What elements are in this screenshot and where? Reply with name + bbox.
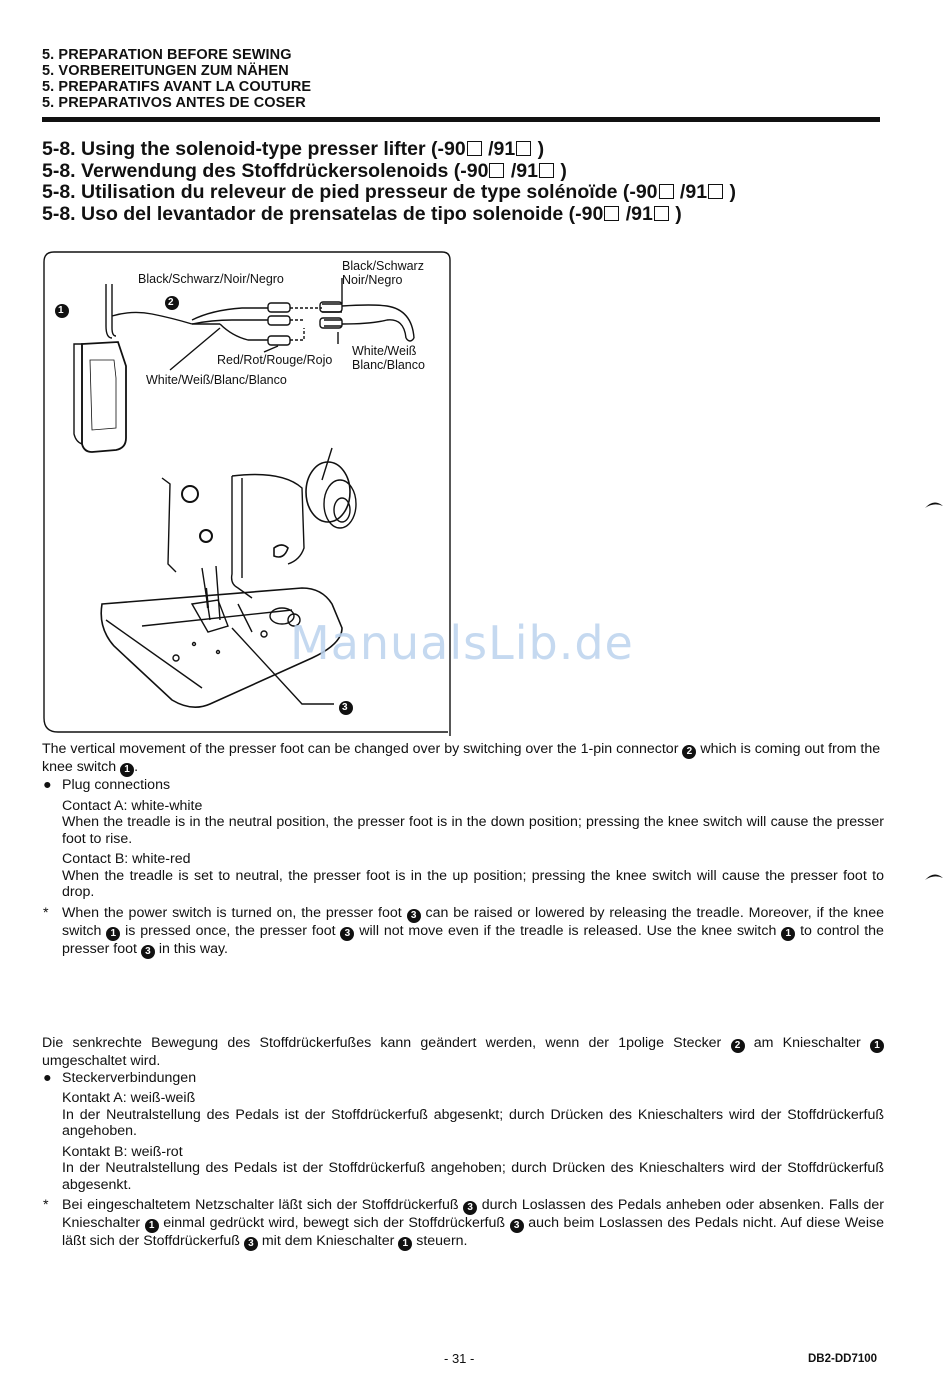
en-bullet: ● Plug connections <box>43 777 171 793</box>
label-black: Black/Schwarz/Noir/Negro <box>138 272 284 286</box>
de-contact-b-text: In der Neutralstellung des Pedals ist der Stoffdrückerfuß angehoben; durch Drücken des Knieschalters wird der Stoffdrückerfuß abgesenkt. <box>62 1160 884 1193</box>
header-rule <box>42 117 880 122</box>
section-header <box>42 47 882 111</box>
en-note: * When the power switch is turned on, the presser foot 3 can be raised or lowered by releasing the treadle. Moreover, if the knee switch 1 is pressed once, the presser foot 3 will not move even if the treadle is released. Use the knee switch 1 to control the presser foot 3 in this way. <box>43 904 884 957</box>
callout-3: 3 <box>342 702 348 713</box>
blank-box <box>516 141 531 156</box>
document-code: DB2-DD7100 <box>808 1353 878 1365</box>
bullet-icon: ● <box>43 1069 52 1086</box>
english-text <box>42 741 884 959</box>
header-line-fr: 5. PREPARATIFS AVANT LA COUTURE <box>42 79 312 95</box>
asterisk-icon: * <box>43 904 49 921</box>
blank-box <box>539 163 554 178</box>
num-1-icon: 1 <box>120 763 134 777</box>
section-titles <box>42 139 902 225</box>
header-line-en: 5. PREPARATION BEFORE SEWING <box>42 47 292 63</box>
de-contact-b-title: Kontakt B: weiß-rot <box>62 1143 183 1160</box>
header-line-es: 5. PREPARATIVOS ANTES DE COSER <box>42 95 306 111</box>
title-fr: 5-8. Utilisation du releveur de pied presseur de type solénoïde (-90 /91 ) <box>42 181 736 203</box>
en-contact-a-text: When the treadle is in the neutral position, the presser foot is in the down position; pressing the knee switch will cause the presser foot to rise. <box>62 814 884 847</box>
label-white-2: Blanc/Blanco <box>352 358 425 372</box>
blank-box <box>604 206 619 221</box>
en-intro: The vertical movement of the presser foot can be changed over by switching over the 1-pin connector 2 which is coming out from the knee switch 1 . <box>42 741 881 775</box>
de-note: * Bei eingeschaltetem Netzschalter läßt sich der Stoffdrückerfuß 3 durch Loslassen des Pedals anheben oder absenken. Falls der Knieschalter 1 einmal gedrückt wird, bewegt sich der Stoffdrückerfuß 3 auch beim Loslassen des Pedals nicht. Auf diese Weise läßt sich der Stoffdrückerfuß 3 mit dem Knieschalter 1 steuern. <box>43 1197 884 1249</box>
num-2-icon: 2 <box>682 745 696 759</box>
callout-2: 2 <box>168 297 174 308</box>
blank-box <box>659 184 674 199</box>
callout-1: 1 <box>58 305 64 316</box>
de-contact-a-title: Kontakt A: weiß-weiß <box>62 1090 196 1106</box>
header-line-de: 5. VORBEREITUNGEN ZUM NÄHEN <box>42 63 289 79</box>
blank-box <box>489 163 504 178</box>
en-contact-a-title: Contact A: white-white <box>62 797 203 814</box>
label-white-1: White/Weiß <box>352 344 417 358</box>
label-white-long: White/Weiß/Blanc/Blanco <box>146 373 287 387</box>
german-text <box>42 1035 884 1251</box>
label-red: Red/Rot/Rouge/Rojo <box>217 353 333 367</box>
label-black-1: Black/Schwarz <box>342 259 424 273</box>
blank-box <box>654 206 669 221</box>
en-contact-b-title: Contact B: white-red <box>62 851 191 867</box>
blank-box <box>708 184 723 199</box>
bullet-icon: ● <box>43 777 52 793</box>
de-contact-a-text: In der Neutralstellung des Pedals ist der Stoffdrückerfuß abgesenkt; durch Drücken des Knieschalters wird der Stoffdrückerfuß angehoben. <box>62 1106 884 1139</box>
margin-mark-icon <box>924 870 944 882</box>
title-de: 5-8. Verwendung des Stoffdrückersolenoids (-90 /91 ) <box>42 159 567 182</box>
title-es: 5-8. Uso del levantador de prensatelas de tipo solenoide (-90 /91 ) <box>42 202 682 225</box>
blank-box <box>467 141 482 156</box>
de-bullet: ● Steckerverbindungen <box>43 1069 197 1086</box>
watermark: ManualsLib.de <box>290 616 634 670</box>
label-black-2: Noir/Negro <box>342 273 403 287</box>
title-en: 5-8. Using the solenoid-type presser lifter (-90 /91 ) <box>42 138 545 160</box>
page-number: - 31 - <box>444 1351 475 1366</box>
de-intro: Die senkrechte Bewegung des Stoffdrückerfußes kann geändert werden, wenn der 1polige Stecker 2 am Knieschalter 1 umgeschaltet wird. <box>42 1035 884 1070</box>
margin-mark-icon <box>924 498 944 510</box>
asterisk-icon: * <box>43 1197 49 1213</box>
en-contact-b-text: When the treadle is set to neutral, the presser foot is in the up position; pressing the knee switch will cause the presser foot to drop. <box>62 867 884 900</box>
